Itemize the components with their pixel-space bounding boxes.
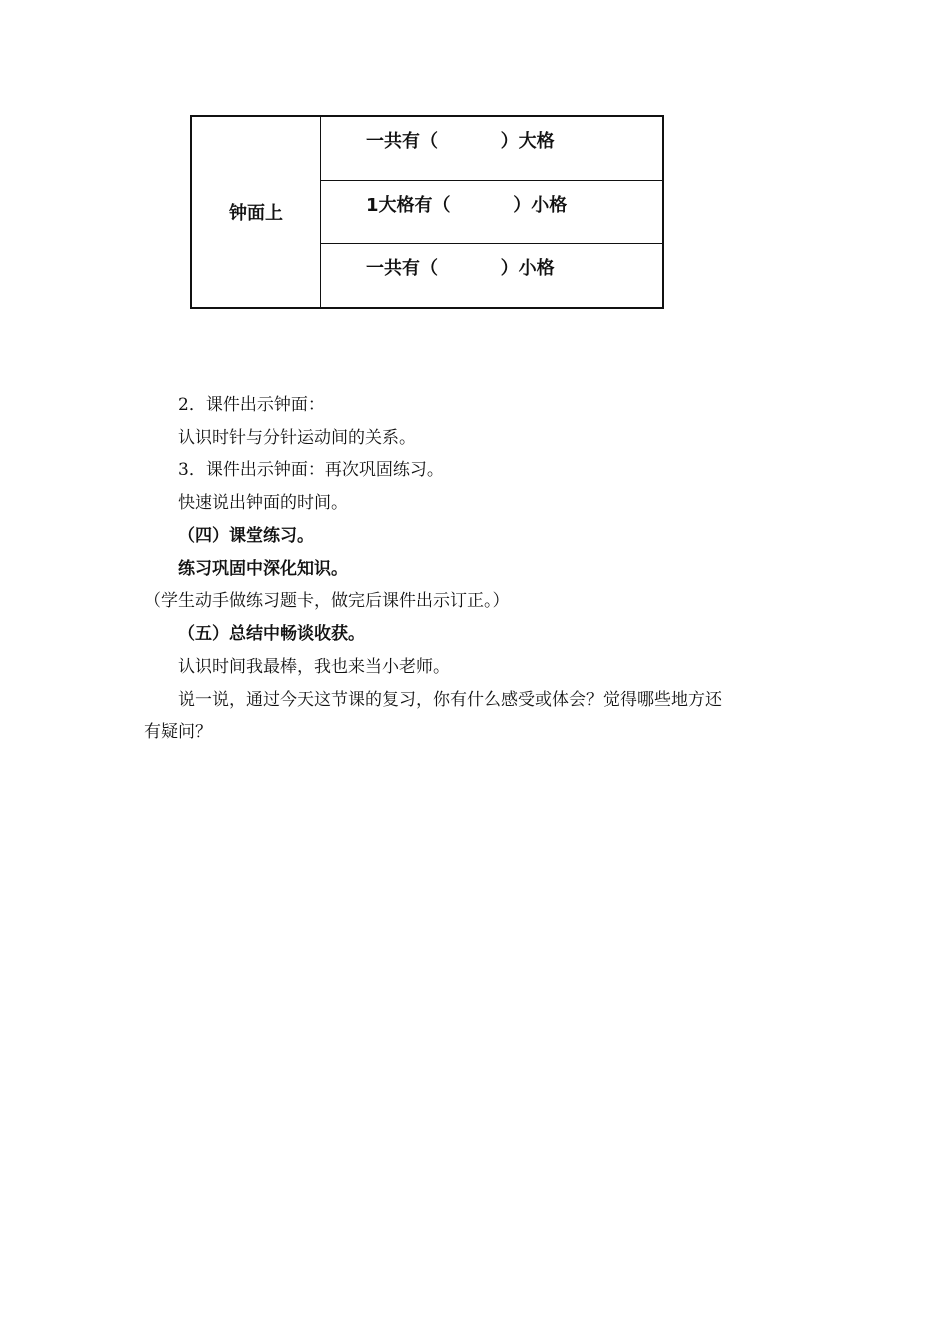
paragraph-student-exercise: （学生动手做练习题卡，做完后课件出示订正。）	[144, 591, 510, 611]
table-row-text: 1大格有（ ）小格	[366, 194, 568, 216]
table-row-text: 一共有（ ）小格	[366, 258, 555, 280]
paragraph-quick-say: 快速说出钟面的时间。	[178, 493, 348, 513]
paragraph-hands-relation: 认识时针与分针运动间的关系。	[178, 428, 416, 448]
table-row	[321, 181, 662, 245]
paragraph-step-2: 2．课件出示钟面：	[178, 395, 325, 415]
paragraph-step-3: 3．课件出示钟面：再次巩固练习。	[178, 460, 444, 480]
paragraph-deepen-knowledge: 练习巩固中深化知识。	[178, 559, 348, 579]
paragraph-reflection-line2: 有疑问？	[144, 722, 212, 742]
section-heading-summary: （五）总结中畅谈收获。	[178, 624, 365, 644]
paragraph-reflection-line1: 说一说，通过今天这节课的复习，你有什么感受或体会？觉得哪些地方还	[178, 690, 722, 710]
table-row	[321, 117, 662, 181]
table-row	[321, 244, 662, 307]
clock-face-table	[190, 115, 664, 309]
section-heading-practice: （四）课堂练习。	[178, 526, 314, 546]
paragraph-little-teacher: 认识时间我最棒，我也来当小老师。	[178, 657, 450, 677]
table-right-column	[321, 117, 662, 307]
table-left-label: 钟面上	[192, 117, 321, 307]
table-row-text: 一共有（ ）大格	[366, 131, 555, 152]
